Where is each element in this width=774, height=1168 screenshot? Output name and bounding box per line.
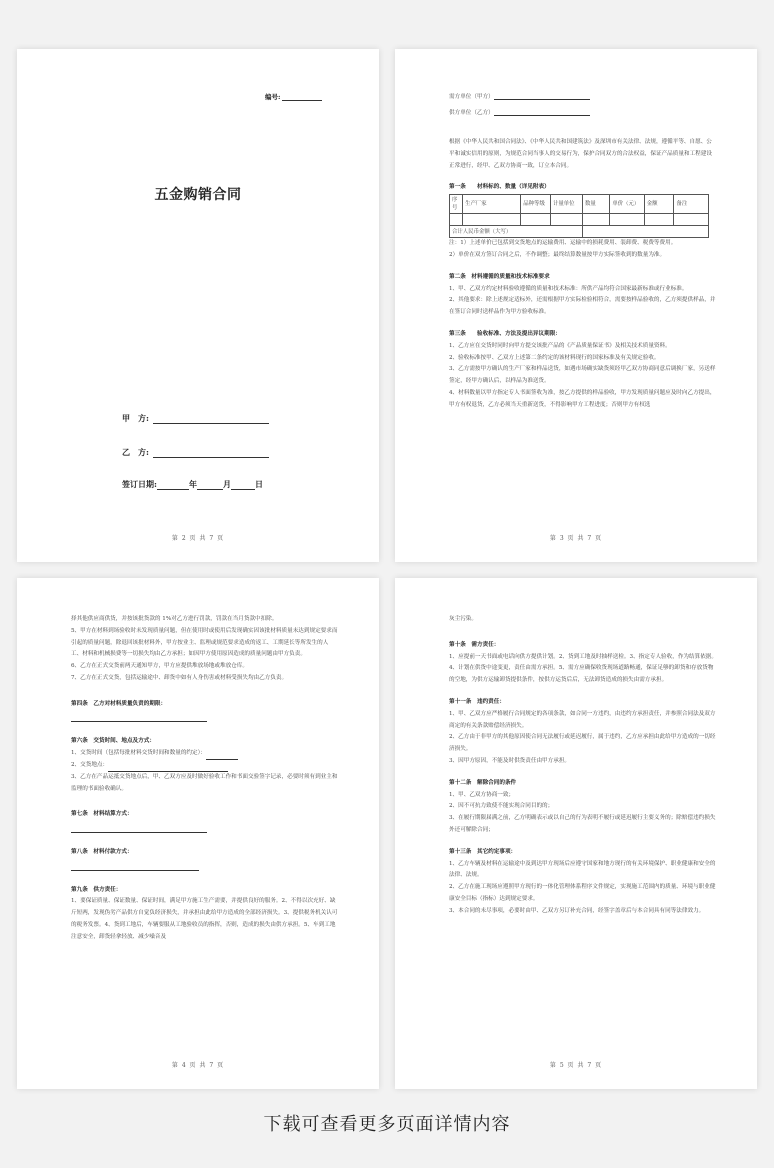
table-header-cell: 数量 bbox=[583, 195, 610, 214]
article-7-title: 第七条 材料结算方式： bbox=[71, 811, 133, 818]
contract-number-blank bbox=[282, 93, 322, 101]
intro-paragraph: 根据《中华人民共和国合同法》、《中华人民共和国建筑法》及深圳市有关法律、法规，遵循平等、自愿、公平和诚实信用的原则，为规范合同当事人的交易行为，保护合同双方的合法权益，保证产品质量和工程建设正常进行，经甲、乙双方协商一致，订立本合同。 bbox=[449, 139, 712, 169]
page-number: 第 5 页 共 7 页 bbox=[549, 1062, 603, 1069]
delivery-place-blank bbox=[108, 763, 228, 772]
table-total-row bbox=[450, 226, 709, 238]
party-a-label: 甲 方: bbox=[122, 413, 149, 423]
contract-number-field bbox=[265, 92, 322, 101]
article-11-p2: 2、乙方由于非甲方的其他原因使合同无法履行或延迟履行，属于违约，乙方应承担由此给甲方造成的一切经济损失。 bbox=[449, 734, 716, 753]
article-9-body: 1、要保证质量、保证数量、保证时间，满足甲方施工生产需要，并提供良好的服务。2、不得以次充好、缺斤短两，发现伪劣产品供方自觉负经济损失，并承担由此给甲方造成的全部经济损失。3、提供税务机关认可的税务发票。4、货到工地后，车辆要服从工地验收员的指挥，否则，造成的损失由供方承担。5、车到工地注意安全，卸货轻拿轻放、减少噪音及 bbox=[71, 898, 338, 940]
page-articles-3 bbox=[395, 578, 757, 1089]
table-header-cell: 金额 bbox=[644, 195, 674, 214]
page4-body bbox=[449, 614, 717, 918]
article-9-title: 第九条 供方责任： bbox=[71, 886, 122, 893]
month-label: 月 bbox=[222, 479, 231, 489]
clause-6: 6、乙方在正式交货前两天通知甲方，甲方应提供堆放场地或堆放仓库。 bbox=[71, 663, 248, 670]
day-blank bbox=[231, 479, 255, 490]
article-13-title: 第十三条 其它约定事项： bbox=[449, 848, 517, 855]
table-header-cell: 品种等级 bbox=[521, 195, 551, 214]
buyer-blank bbox=[494, 92, 590, 100]
table-header-cell: 序号 bbox=[450, 195, 463, 214]
delivery-time-blank bbox=[206, 751, 238, 760]
article-11-p3: 3、因甲方原因，不能及时供货责任由甲方承担。 bbox=[449, 757, 571, 764]
download-more-caption: 下载可查看更多页面详情内容 bbox=[263, 1114, 511, 1135]
article-10-body: 1、应提前一天书面或电话向供方提供计划。2、货到工地及时抽样送检。3、指定专人验收，作为结算依据。4、计划在供货中途变更，责任由需方承担。5、需方应确保收货现场道路畅通，保证足够的卸货和存放货物的空地，为供方运输卸货提供条件，按供方运货后后，无法卸货造成的损失由需方承担。 bbox=[449, 653, 717, 684]
article-13-p2: 2、乙方在施工现场应遵照甲方现行的一体化管理体系程序文件规定，实现施工范围内的质量、环境与职业健康安全目标（指标）达到规定要求。 bbox=[449, 884, 716, 902]
table-cell bbox=[450, 214, 463, 226]
article-12-p3: 3、在履行期限届满之前，乙方明确表示或以自己的行为表明不履行或延迟履行主要义务的；除赔偿违约损失外还可解除合同； bbox=[449, 815, 716, 833]
table-header-row bbox=[450, 195, 709, 214]
table-cell bbox=[550, 214, 582, 226]
clause-5: 5、甲方在材料到场验收时未发现质量问题，但在使用时或使用后发现确实因该批材料质量未达到规定要求而引起的质量问题，除退回该批材料外，甲方按业主、监理或规范要求造成的返工、工期延长等所发生的人工、材料和机械损费等一切损失均由乙方承担；如因甲方使用原因造成的质量问题由甲方负责。 bbox=[71, 627, 338, 658]
sign-date-label: 签订日期: bbox=[122, 479, 157, 489]
page-articles-2 bbox=[17, 578, 379, 1089]
seller-line bbox=[449, 108, 590, 116]
article-6-p3: 3、乙方在产品运抵交货地点后，甲、乙双方应及时做好验收工作和书面交验签字记录，必要时须有到业主和监理的书面验收确认。 bbox=[71, 773, 338, 792]
article-12-p2: 2、因不可抗力致使不能实现合同目的的； bbox=[449, 803, 554, 810]
day-label: 日 bbox=[254, 479, 263, 489]
article-3-p2: 2、验收标准按甲、乙双方上述第二条约定的该材料现行的国家标准及有关规定验收。 bbox=[449, 354, 660, 361]
article-6-p1: 1、交货时间（包括每批材料交货时间和数量的约定）： bbox=[71, 750, 207, 757]
sign-date-line bbox=[122, 479, 263, 490]
article-3-title: 第三条 验收标准、方法及提出异议期限： bbox=[449, 330, 561, 337]
seller-blank bbox=[494, 108, 590, 116]
table-total-label: 合计人民币金额（大写） bbox=[450, 226, 583, 238]
clause-7: 7、乙方在正式交货，包括运输途中、卸货中如有人身伤害或材料受损失均由乙方负责。 bbox=[71, 674, 288, 681]
table-cell bbox=[463, 214, 521, 226]
article-2-title: 第二条 材料遵循的质量和技术标准要求 bbox=[449, 273, 550, 280]
article-3-p3: 3、乙方需按甲方确认的生产厂家和样品送货，如遇市场确实缺货须经甲乙双方协商同意后调换厂家，另送样签定，经甲方确认后，以样品为准送货。 bbox=[449, 366, 716, 385]
materials-table bbox=[449, 194, 709, 238]
continued-paragraph: 择其他供应商供货，并按该批货款的 1%对乙方进行罚款，罚款在当月货款中扣除。 bbox=[71, 616, 278, 622]
article-7-blank bbox=[71, 824, 207, 833]
article-3-p4: 4、材料数量以甲方指定专人书面签收为准，按乙方提供的样品验收，甲方发现质量问题应及时向乙方提出，甲方有权退货，乙方必须当天重新送货，不得影响甲方工程进度；否则甲方有权选 bbox=[449, 389, 716, 408]
table-cell bbox=[674, 214, 709, 226]
table-cell bbox=[644, 214, 674, 226]
article-8-blank bbox=[71, 862, 199, 871]
party-a-blank bbox=[153, 413, 269, 424]
table-header-cell: 单价（元） bbox=[610, 195, 644, 214]
article-11-title: 第十一条 违约责任： bbox=[449, 698, 505, 705]
article-10-title: 第十条 需方责任： bbox=[449, 641, 500, 648]
article-12-title: 第十二条 解除合同的条件 bbox=[449, 779, 517, 786]
party-b-blank bbox=[153, 447, 269, 458]
party-a-line bbox=[122, 413, 269, 424]
article-6-p1-line bbox=[71, 748, 339, 760]
article-13-p1: 1、乙方车辆及材料在运输途中及到达甲方现场后应遵守国家和地方现行的有关环境保护、职业健康和安全的法律、法规。 bbox=[449, 860, 716, 879]
article-11-p1: 1、甲、乙双方应严格履行合同规定的各项条款，如合同一方违约，由违约方承担责任，并参照合同法及双方商定的有关条款赔偿经济损失。 bbox=[449, 710, 716, 729]
month-blank bbox=[197, 479, 223, 490]
contract-number-label: 编号: bbox=[265, 93, 281, 101]
party-b-label: 乙 方: bbox=[122, 447, 149, 457]
article-2-p1: 1、甲、乙双方约定材料验收遵循的质量和技术标准：所供产品均符合国家最新标准或行业标准。 bbox=[449, 285, 688, 292]
seller-label: 供方单位（乙方） bbox=[449, 110, 494, 116]
year-label: 年 bbox=[188, 479, 197, 489]
article-4-blank bbox=[71, 713, 207, 722]
page2-body bbox=[449, 137, 717, 412]
page-articles-1 bbox=[395, 49, 757, 562]
table-cell bbox=[583, 214, 610, 226]
article-6-title: 第六条 交货时间、地点及方式： bbox=[71, 738, 155, 745]
continued-paragraph: 灰尘污染。 bbox=[449, 616, 477, 622]
article-13-p3: 3、本合同的未尽事项，必要时由甲、乙双方另订补充合同，经签字盖章后与本合同具有同等法律效力。 bbox=[449, 907, 705, 914]
buyer-line bbox=[449, 92, 590, 100]
table-header-cell: 计量单位 bbox=[550, 195, 582, 214]
table-row bbox=[450, 214, 709, 226]
article-2-p2: 2、其他要求：除上述规定适标外，还需根据甲方实际检验相符合，需要按样品验收的，乙方须提供样品，并在签订合同时送样品作为甲方验收标准。 bbox=[449, 297, 716, 316]
page-number: 第 3 页 共 7 页 bbox=[549, 535, 603, 542]
article-4-blank-line bbox=[71, 711, 339, 723]
table-cell bbox=[521, 214, 551, 226]
article-6-p2: 2、交货地点： bbox=[71, 761, 109, 768]
page-cover bbox=[17, 49, 379, 562]
table-header-cell: 备注 bbox=[674, 195, 709, 214]
note-1: 注：1）上述单价已包括到交货地点的运输费用、运输中的损耗费用、装卸费、税费等费用。 bbox=[449, 240, 677, 247]
article-8-blank-line bbox=[71, 859, 339, 871]
note-2: 2）单价在双方签订合同之后，不作调整；最终结算数量按甲方实际签收到的数量为准。 bbox=[449, 251, 666, 258]
table-header-cell: 生产厂家 bbox=[463, 195, 521, 214]
table-cell bbox=[610, 214, 644, 226]
page3-body bbox=[71, 614, 339, 944]
article-1-title: 第一条 材料标的、数量（详见附表） bbox=[449, 184, 550, 191]
year-blank bbox=[157, 479, 189, 490]
article-4-title: 第四条 乙方对材料质量负责的期限： bbox=[71, 700, 167, 707]
page-number: 第 2 页 共 7 页 bbox=[171, 535, 225, 542]
article-3-p1: 1、乙方应在交货时同时向甲方提交该批产品的《产品质量保证书》及相关技术质量资料。 bbox=[449, 342, 671, 349]
contract-title: 五金购销合同 bbox=[154, 187, 242, 203]
party-b-line bbox=[122, 447, 269, 458]
article-7-blank-line bbox=[71, 821, 339, 833]
article-6-p2-line bbox=[71, 760, 339, 772]
article-8-title: 第八条 材料付款方式： bbox=[71, 848, 133, 855]
article-12-p1: 1、甲、乙双方协商一致； bbox=[449, 791, 515, 798]
buyer-label: 需方单位（甲方） bbox=[449, 94, 494, 100]
page-number: 第 4 页 共 7 页 bbox=[171, 1062, 225, 1069]
table-total-value bbox=[583, 226, 709, 238]
